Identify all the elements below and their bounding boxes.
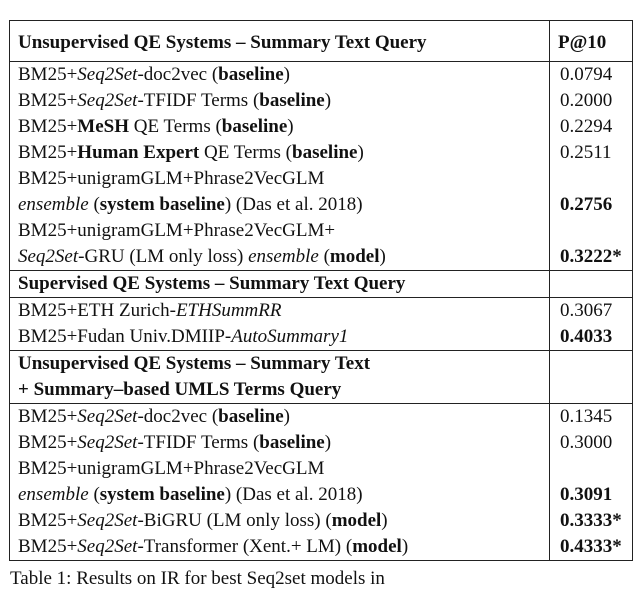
section-header-row [10,271,633,298]
table-row [10,218,633,244]
table-row [10,298,633,325]
section-header: Unsupervised QE Systems – Summary Text [10,351,550,378]
score-cell-empty [550,166,633,192]
score-cell-empty [550,456,633,482]
system-cell: BM25+Seq2Set-doc2vec (baseline) [10,62,550,89]
table-row [10,534,633,561]
system-cell: ensemble (system baseline) (Das et al. 2018) [10,192,550,218]
score-cell: 0.2294 [550,114,633,140]
table-row [10,404,633,431]
table-row [10,456,633,482]
score-cell: 0.1345 [550,404,633,431]
system-cell: BM25+Fudan Univ.DMIIP-AutoSummary1 [10,324,550,351]
table-caption: Table 1: Results on IR for best Seq2set models in [10,568,385,589]
results-table [9,20,633,561]
score-cell-empty [550,377,633,404]
table-row [10,508,633,534]
score-cell: 0.3000 [550,430,633,456]
section-header: Supervised QE Systems – Summary Text Query [10,271,550,298]
table-row [10,62,633,89]
system-cell: BM25+Seq2Set-TFIDF Terms (baseline) [10,88,550,114]
score-cell: 0.2000 [550,88,633,114]
system-cell: BM25+Seq2Set-BiGRU (LM only loss) (model) [10,508,550,534]
table-row [10,166,633,192]
table-row [10,140,633,166]
table-header-row [10,21,633,62]
table-row [10,430,633,456]
system-cell: ensemble (system baseline) (Das et al. 2018) [10,482,550,508]
score-cell: 0.3091 [550,482,633,508]
table-row [10,114,633,140]
metric-column-header: P@10 [550,21,633,62]
section-header-row [10,377,633,404]
score-cell-empty [550,218,633,244]
table-row [10,324,633,351]
score-cell-empty [550,351,633,378]
score-cell: 0.0794 [550,62,633,89]
system-cell: BM25+Seq2Set-doc2vec (baseline) [10,404,550,431]
table-row [10,482,633,508]
system-cell: BM25+Seq2Set-TFIDF Terms (baseline) [10,430,550,456]
table-row [10,244,633,271]
system-cell: BM25+ETH Zurich-ETHSummRR [10,298,550,325]
score-cell: 0.4333* [550,534,633,561]
score-cell: 0.3222* [550,244,633,271]
system-cell: BM25+MeSH QE Terms (baseline) [10,114,550,140]
section-header-row [10,351,633,378]
system-cell: BM25+unigramGLM+Phrase2VecGLM [10,166,550,192]
system-cell: Seq2Set-GRU (LM only loss) ensemble (model) [10,244,550,271]
system-column-header: Unsupervised QE Systems – Summary Text Query [10,21,550,62]
table-row [10,192,633,218]
score-cell: 0.4033 [550,324,633,351]
table-row [10,88,633,114]
system-cell: BM25+unigramGLM+Phrase2VecGLM [10,456,550,482]
system-cell: BM25+unigramGLM+Phrase2VecGLM+ [10,218,550,244]
section-header: + Summary–based UMLS Terms Query [10,377,550,404]
score-cell: 0.3067 [550,298,633,325]
score-cell-empty [550,271,633,298]
system-cell: BM25+Human Expert QE Terms (baseline) [10,140,550,166]
score-cell: 0.2756 [550,192,633,218]
system-cell: BM25+Seq2Set-Transformer (Xent.+ LM) (model) [10,534,550,561]
score-cell: 0.3333* [550,508,633,534]
score-cell: 0.2511 [550,140,633,166]
